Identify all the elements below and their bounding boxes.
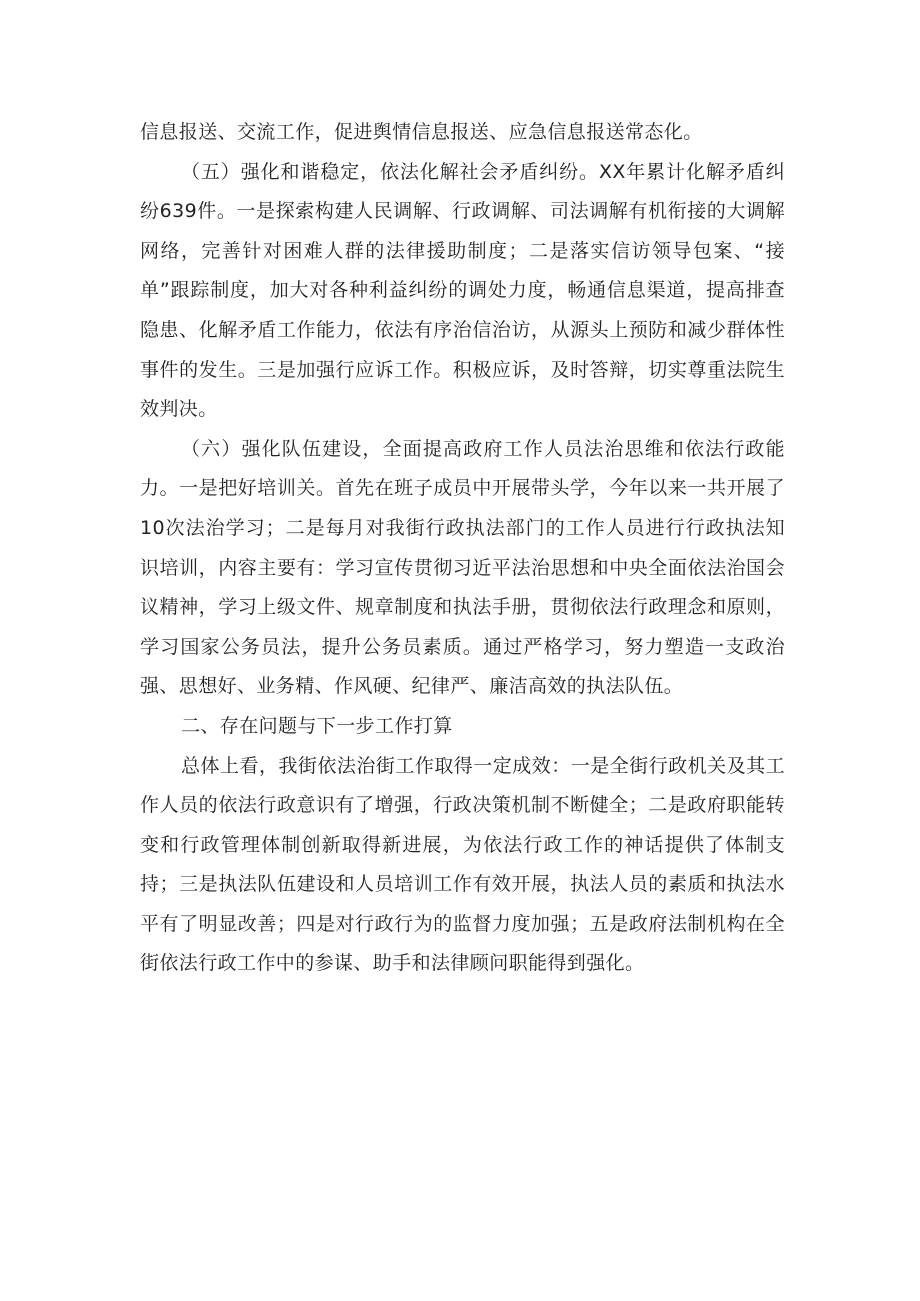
paragraph-summary: 总体上看，我街依法治街工作取得一定成效：一是全街行政机关及其工作人员的依法行政意识有了增强，行政决策机制不断健全；二是政府职能转变和行政管理体制创新取得新进展，为依法行政工作的神话提供了体制支持；三是执法队伍建设和人员培训工作有效开展，执法人员的素质和执法水平有了明显改善；四是对行政行为的监督力度加强；五是政府法制机构在全街依法行政工作中的参谋、助手和法律顾问职能得到强化。 bbox=[140, 754, 785, 975]
section-heading-problems: 二、存在问题与下一步工作打算 bbox=[181, 714, 453, 737]
paragraph-section-six: （六）强化队伍建设，全面提高政府工作人员法治思维和依法行政能力。一是把好培训关。首先在班子成员中开展带头学，今年以来一共开展了10次法治学习；二是每月对我街行政执法部门的工作人员进行行政执法知识培训，内容主要有：学习宣传贯彻习近平法治思想和中央全面依法治国会议精神，学习上级文件、规章制度和执法手册，贯彻依法行政理念和原则，学习国家公务员法，提升公务员素质。通过严格学习，努力塑造一支政治强、思想好、业务精、作风硬、纪律严、廉洁高效的执法队伍。 bbox=[140, 437, 785, 698]
paragraph-section-five: （五）强化和谐稳定，依法化解社会矛盾纠纷。XX年累计化解矛盾纠纷639件。一是探索构建人民调解、行政调解、司法调解有机衔接的大调解网络，完善针对困难人群的法律援助制度；二是落实信访领导包案、“接单”跟踪制度，加大对各种利益纠纷的调处力度，畅通信息渠道，提高排查隐患、化解矛盾工作能力，依法有序治信治访，从源头上预防和减少群体性事件的发生。三是加强行应诉工作。积极应诉，及时答辩，切实尊重法院生效判决。 bbox=[140, 160, 785, 421]
document-body bbox=[140, 113, 785, 984]
paragraph-continuation: 信息报送、交流工作，促进舆情信息报送、应急信息报送常态化。 bbox=[140, 121, 703, 143]
